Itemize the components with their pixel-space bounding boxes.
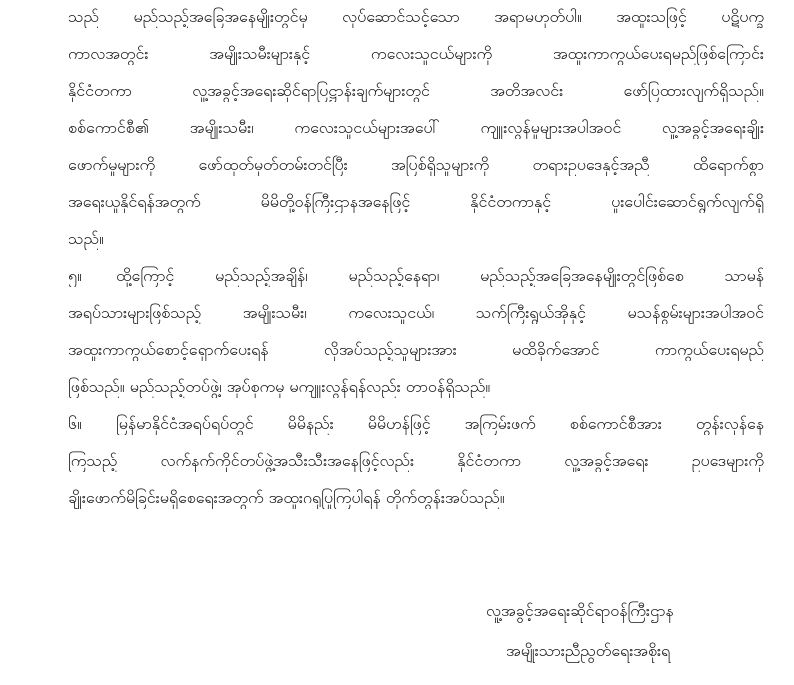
paragraph-5-first-line [68, 265, 764, 287]
body-line: ဖောက်မှုများကို ဖော်ထုတ်မှတ်တမ်းတင်ပြီး အပြစ်ရှိသူများကို တရားဥပဒေနှင့်အညီ ထိရောက်စွာ [68, 155, 764, 174]
paragraph-6-first-line [68, 413, 764, 435]
body-line: သည် မည်သည့်အခြေအနေမျိုးတွင်မှ လုပ်ဆောင်သင့်သော အရာမဟုတ်ပါ။ အထူးသဖြင့် ပဋိပက္ခ [68, 7, 764, 26]
body-line: အရပ်သားများဖြစ်သည့် အမျိုးသမီး၊ ကလေးသူငယ်၊ သက်ကြီးရွယ်အိုနှင့် မသန်စွမ်းများအပါအဝင် [68, 303, 764, 322]
body-line: နိုင်ငံတကာ လူ့အခွင့်အရေးဆိုင်ရာပြဋ္ဌာန်းချက်များတွင် အတိအလင်း ဖော်ပြထားလျက်ရှိသည်။ [68, 81, 764, 100]
body-line: သည်။ [68, 229, 104, 248]
body-line: အရေးယူနိုင်ရန်အတွက် မိမိတို့ဝန်ကြီးဌာနအနေဖြင့် နိုင်ငံတကာနှင့် ပူးပေါင်းဆောင်ရွက်လျက်ရှိ [68, 192, 764, 211]
body-line: ကြသည့် လက်နက်ကိုင်တပ်ဖွဲ့အသီးသီးအနေဖြင့်လည်း နိုင်ငံတကာ လူ့အခွင့်အရေး ဥပဒေများကို [68, 451, 764, 470]
body-line: စစ်ကောင်စီ၏ အမျိုးသမီး၊ ကလေးသူငယ်များအပေါ် ကျူးလွန်မှုများအပါအဝင် လူ့အခွင့်အရေးချိုး [68, 118, 764, 137]
body-line: ထို့ကြောင့် မည်သည့်အချိန်၊ မည်သည့်နေရာ၊ မည်သည့်အခြေအနေမျိုးတွင်ဖြစ်စေ သာမန် [116, 266, 764, 285]
signature-government: အမျိုးသားညီညွတ်ရေးအစိုးရ [506, 641, 671, 660]
body-line: ဖြစ်သည်။ မည်သည့်တပ်ဖွဲ့၊ အုပ်စုကမှ မကျူးလွန်ရန်လည်း တာဝန်ရှိသည်။ [68, 377, 491, 396]
paragraph-number: ၆။ [68, 414, 82, 433]
paragraph-number: ၅။ [68, 266, 82, 285]
signature-ministry: လူ့အခွင့်အရေးဆိုင်ရာဝန်ကြီးဌာန [486, 601, 674, 620]
body-line: မြန်မာနိုင်ငံအရပ်ရပ်တွင် မိမိနည်း မိမိဟန်ဖြင့် အကြမ်းဖက် စစ်ကောင်စီအား တွန်းလှန်နေ [116, 414, 764, 433]
body-line: ချိုးဖောက်မိခြင်းမရှိစေရေးအတွက် အထူးဂရုပြုကြပါရန် တိုက်တွန်းအပ်သည်။ [68, 488, 505, 507]
body-line: ကာလအတွင်း အမျိုးသမီးများနှင့် ကလေးသူငယ်များကို အထူးကာကွယ်ပေးရမည်ဖြစ်ကြောင်း [68, 44, 764, 63]
body-line: အထူးကာကွယ်စောင့်ရှောက်ပေးရန် လိုအပ်သည့်သူများအား မထိခိုက်အောင် ကာကွယ်ပေးရမည် [68, 340, 764, 359]
